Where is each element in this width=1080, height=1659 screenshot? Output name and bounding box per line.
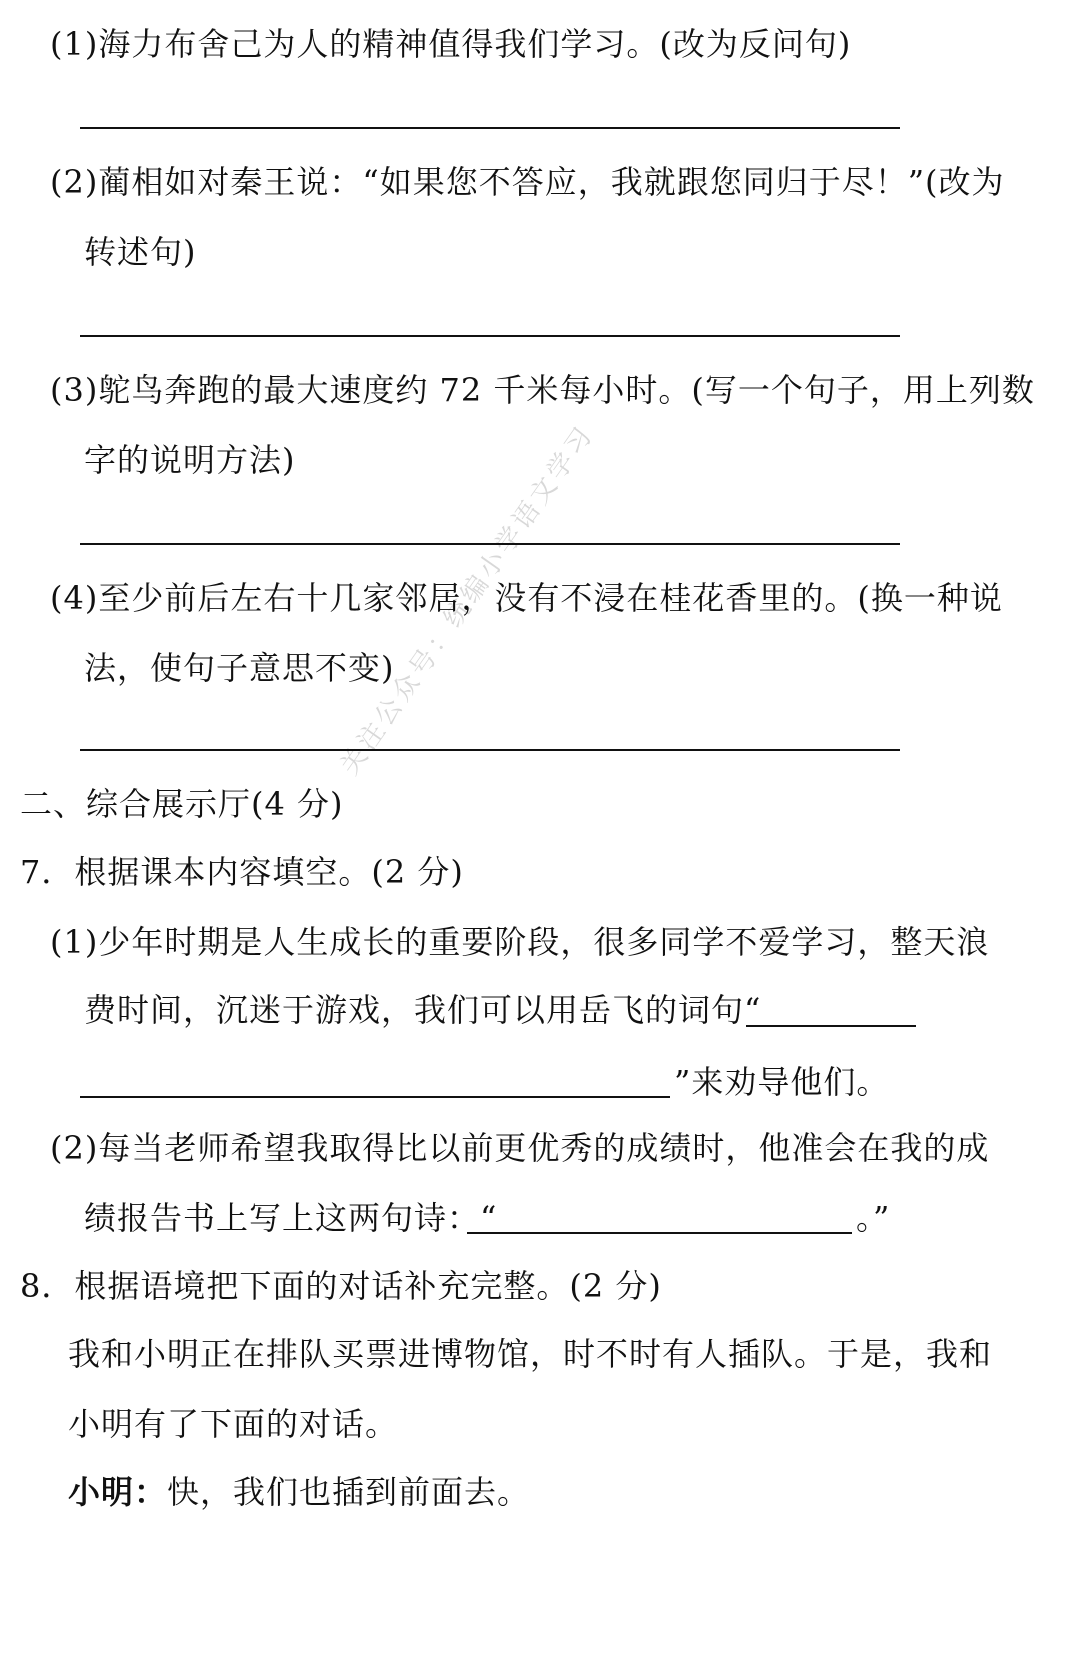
q8-dialogue-line	[68, 1472, 530, 1512]
q7-2-prompt-end: 。”	[856, 1199, 891, 1237]
q6-3-prompt-cont: 字的说明方法)	[84, 441, 296, 479]
q7-2-prompt: (2)每当老师希望我取得比以前更优秀的成绩时，他准会在我的成	[50, 1129, 990, 1167]
q8-context-line2: 小明有了下面的对话。	[68, 1405, 399, 1443]
q8-speaker: 小明：	[68, 1473, 168, 1511]
q6-2-prompt: (2)蔺相如对秦王说：“如果您不答应，我就跟您同归于尽！”(改为	[50, 163, 1005, 201]
q7-1-prompt-end: ”来劝导他们。	[674, 1063, 890, 1101]
q7-1-prompt: (1)少年时期是人生成长的重要阶段，很多同学不爱学习，整天浪	[50, 923, 990, 961]
q7-title: 7．根据课本内容填空。(2 分)	[20, 853, 464, 891]
q6-1-prompt: (1)海力布舍己为人的精神值得我们学习。(改为反问句)	[50, 25, 852, 63]
q7-1-prompt-cont: 费时间，沉迷于游戏，我们可以用岳飞的词句“	[84, 991, 762, 1029]
q6-2-prompt-cont: 转述句)	[84, 233, 197, 271]
watermark: 关注公众号：统编小学语文学习	[334, 419, 601, 781]
q6-4-prompt: (4)至少前后左右十几家邻居，没有不浸在桂花香里的。(换一种说	[50, 579, 1003, 617]
q7-2-blank[interactable]	[467, 1232, 852, 1234]
q6-3-prompt: (3)鸵鸟奔跑的最大速度约 72 千米每小时。(写一个句子，用上列数	[50, 371, 1035, 409]
q6-3-answer-line[interactable]	[80, 543, 900, 545]
q7-1-blank-a[interactable]	[746, 1025, 916, 1027]
part2-title: 二、综合展示厅(4 分)	[20, 785, 344, 823]
q6-1-answer-line[interactable]	[80, 127, 900, 129]
q6-2-answer-line[interactable]	[80, 335, 900, 337]
q8-speech: 快，我们也插到前面去。	[167, 1473, 531, 1511]
q7-2-prompt-start: 绩报告书上写上这两句诗：“	[84, 1199, 498, 1237]
q6-4-prompt-cont: 法，使句子意思不变)	[84, 649, 395, 687]
q8-context-line1: 我和小明正在排队买票进博物馆，时不时有人插队。于是，我和	[68, 1335, 993, 1373]
q7-1-blank-b[interactable]	[80, 1096, 670, 1098]
q8-title: 8．根据语境把下面的对话补充完整。(2 分)	[20, 1267, 662, 1305]
q6-4-answer-line[interactable]	[80, 749, 900, 751]
